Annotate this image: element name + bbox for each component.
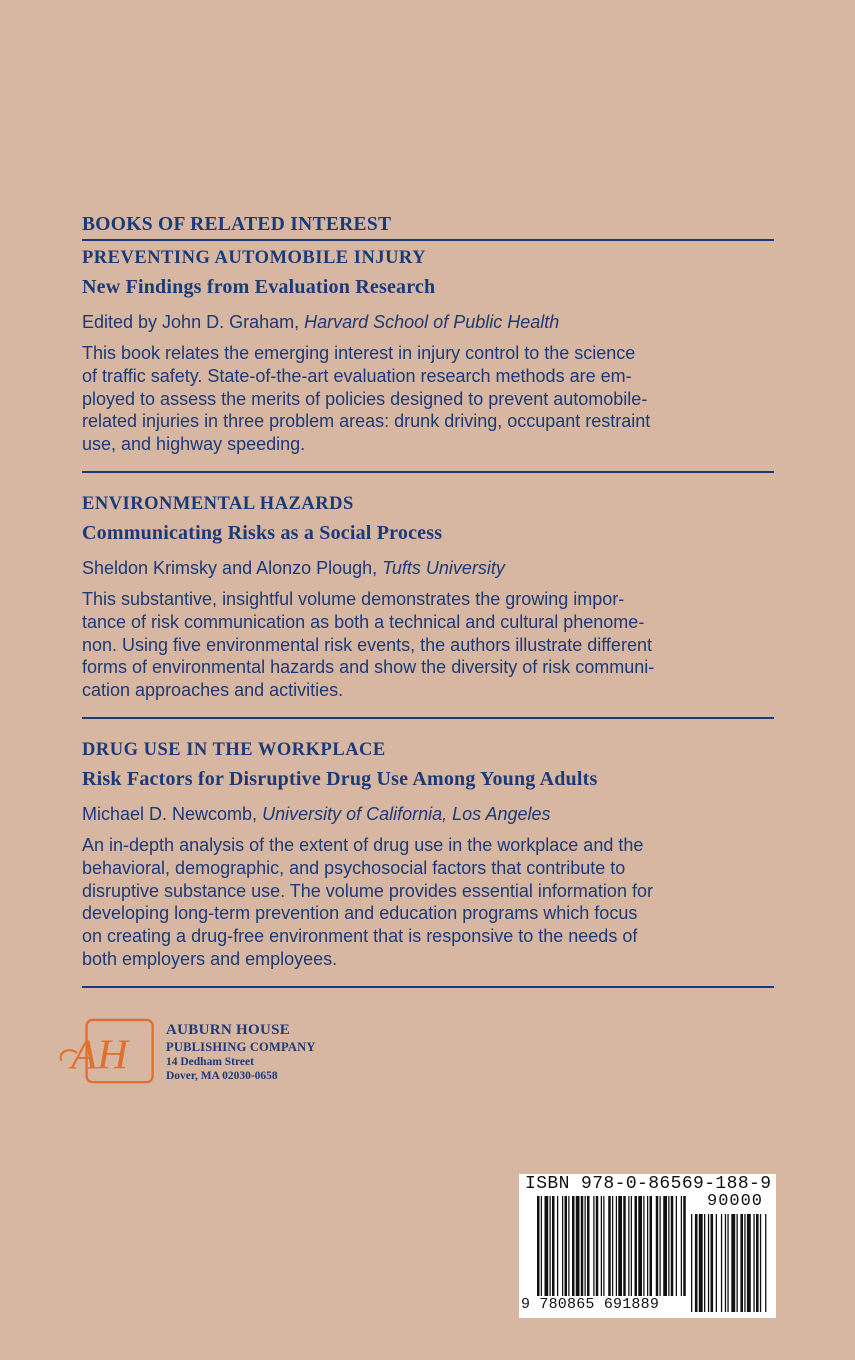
book-title: PREVENTING AUTOMOBILE INJURY [82,248,427,268]
section-divider [82,986,774,988]
description-line: use, and highway speeding. [82,434,306,455]
barcode-bar [616,1196,617,1296]
book-entry-drug-use-in-the-workplace [82,719,774,988]
barcode-bar [596,1196,599,1296]
author-name: Sheldon Krimsky and Alonzo Plough, [82,557,378,578]
description-line: developing long-term prevention and education programs which focus [82,903,638,924]
isbn-label: ISBN 978-0-86569-188-9 [525,1174,772,1194]
barcode-bar [676,1196,677,1296]
description-line: ployed to assess the merits of policies designed to prevent automobile- [82,388,648,409]
barcode-bar [552,1196,555,1296]
barcode-addon-bar [756,1214,759,1312]
book-description [82,588,774,702]
author-name: Michael D. Newcomb, [82,803,258,824]
barcode-bar [585,1196,586,1296]
barcode-bar [635,1196,638,1296]
barcode-bar [643,1196,644,1296]
author-affiliation: University of California, Los Angeles [262,803,551,824]
related-books-section [82,212,774,988]
description-line: behavioral, demographic, and psychosocial factors that contribute to [82,857,626,878]
barcode-bar [568,1196,569,1296]
description-line: related injuries in three problem areas: drunk driving, occupant restraint [82,411,651,432]
barcode-bar [660,1196,661,1296]
barcode-bar [608,1196,611,1296]
description-line: both employers and employees. [82,948,338,969]
barcode-addon-bar [765,1214,766,1312]
description-line: disruptive substance use. The volume provides essential information for [82,880,653,901]
publisher-city: Dover, MA 02030-0658 [166,1070,278,1082]
barcode-addon-bar [725,1214,726,1312]
ean-digits: 9 780865 691889 [521,1296,660,1313]
barcode-addon-bar [711,1214,714,1312]
barcode-bar [587,1196,590,1296]
description-line: non. Using five environmental risk events, the authors illustrate different [82,634,652,655]
barcode-bar [603,1196,604,1296]
barcode-addon-bar [731,1214,735,1312]
book-subtitle: Communicating Risks as a Social Process [82,521,443,544]
barcode-addon-bar [744,1214,745,1312]
barcode-bar [628,1196,629,1296]
barcode-bar [537,1196,540,1296]
barcode-bar [562,1196,563,1296]
book-entry-preventing-automobile-injury [82,241,774,473]
price-code: 90000 [707,1192,764,1211]
barcode-addon-bar [716,1214,717,1312]
author-name: Edited by John D. Graham, [82,312,300,332]
book-title: ENVIRONMENTAL HAZARDS [82,493,354,514]
barcode-bar [550,1196,551,1296]
publisher-name-line2: PUBLISHING COMPANY [166,1040,316,1054]
barcode-bar [631,1196,632,1296]
barcode-addon-bar [721,1214,722,1312]
description-line: cation approaches and activities. [82,680,344,701]
description-line: forms of environmental hazards and show the diversity of risk communi- [82,657,655,678]
barcode-bar [572,1196,575,1296]
barcode-bar [656,1196,659,1296]
barcode-bar [612,1196,613,1296]
book-entry-environmental-hazards [82,473,774,719]
publisher-logo [56,1018,156,1086]
description-line: This substantive, insightful volume demonstrates the growing impor- [82,588,625,609]
barcode-bar [557,1196,558,1296]
barcode-bar [671,1196,674,1296]
book-subtitle: Risk Factors for Disruptive Drug Use Among Young Adults [82,767,598,790]
logo-monogram: AH [71,1031,128,1079]
barcode-bar [663,1196,667,1296]
barcode-bar [541,1196,542,1296]
description-line: on creating a drug-free environment that is responsive to the needs of [82,926,638,947]
publisher-street: 14 Dedham Street [166,1056,254,1068]
barcode-addon-bar [708,1214,709,1312]
barcode-addon-bar [753,1214,754,1312]
isbn-barcode [519,1174,776,1318]
barcode-addon-bar [691,1214,692,1312]
book-author [82,555,774,581]
barcode-addon-bar [695,1214,698,1312]
barcode-bar [545,1196,549,1296]
book-author [82,309,774,335]
description-line: This book relates the emerging interest in injury control to the science [82,343,636,363]
barcode-addon-bar [699,1214,703,1312]
barcode-bar [681,1196,682,1296]
barcode-bar [638,1196,642,1296]
book-description [82,342,774,456]
publisher-text [166,1022,316,1083]
barcode-bar [601,1196,602,1296]
barcode-addon-bar [740,1214,743,1312]
book-description [82,834,774,971]
barcode-bar [623,1196,626,1296]
barcode-bar [618,1196,622,1296]
barcode-bar [647,1196,648,1296]
description-line: tance of risk communication as both a technical and cultural phenome- [82,611,645,632]
author-affiliation: Harvard School of Public Health [304,312,560,332]
barcode-bar [576,1196,580,1296]
barcode-addon-bar [760,1214,761,1312]
barcode-addon-bar [737,1214,738,1312]
barcode-addon-bar [727,1214,728,1312]
author-affiliation: Tufts University [382,557,505,578]
book-author [82,801,774,827]
book-subtitle: New Findings from Evaluation Research [82,276,436,298]
barcode-bar [668,1196,669,1296]
barcode-bar [650,1196,653,1296]
series-heading: BOOKS OF RELATED INTEREST [82,214,392,235]
description-line: of traffic safety. State-of-the-art evaluation research methods are em- [82,365,632,386]
barcode-addon-bar [747,1214,751,1312]
barcode-bar [565,1196,568,1296]
description-line: An in-depth analysis of the extent of drug use in the workplace and the [82,834,644,855]
barcode-bar [581,1196,584,1296]
book-title: DRUG USE IN THE WORKPLACE [82,739,386,760]
publisher-name-line1: AUBURN HOUSE [166,1022,291,1038]
barcode-bar [683,1196,686,1296]
barcode-addon-bar [704,1214,705,1312]
barcode-bar [593,1196,594,1296]
publisher-block [56,1018,356,1090]
